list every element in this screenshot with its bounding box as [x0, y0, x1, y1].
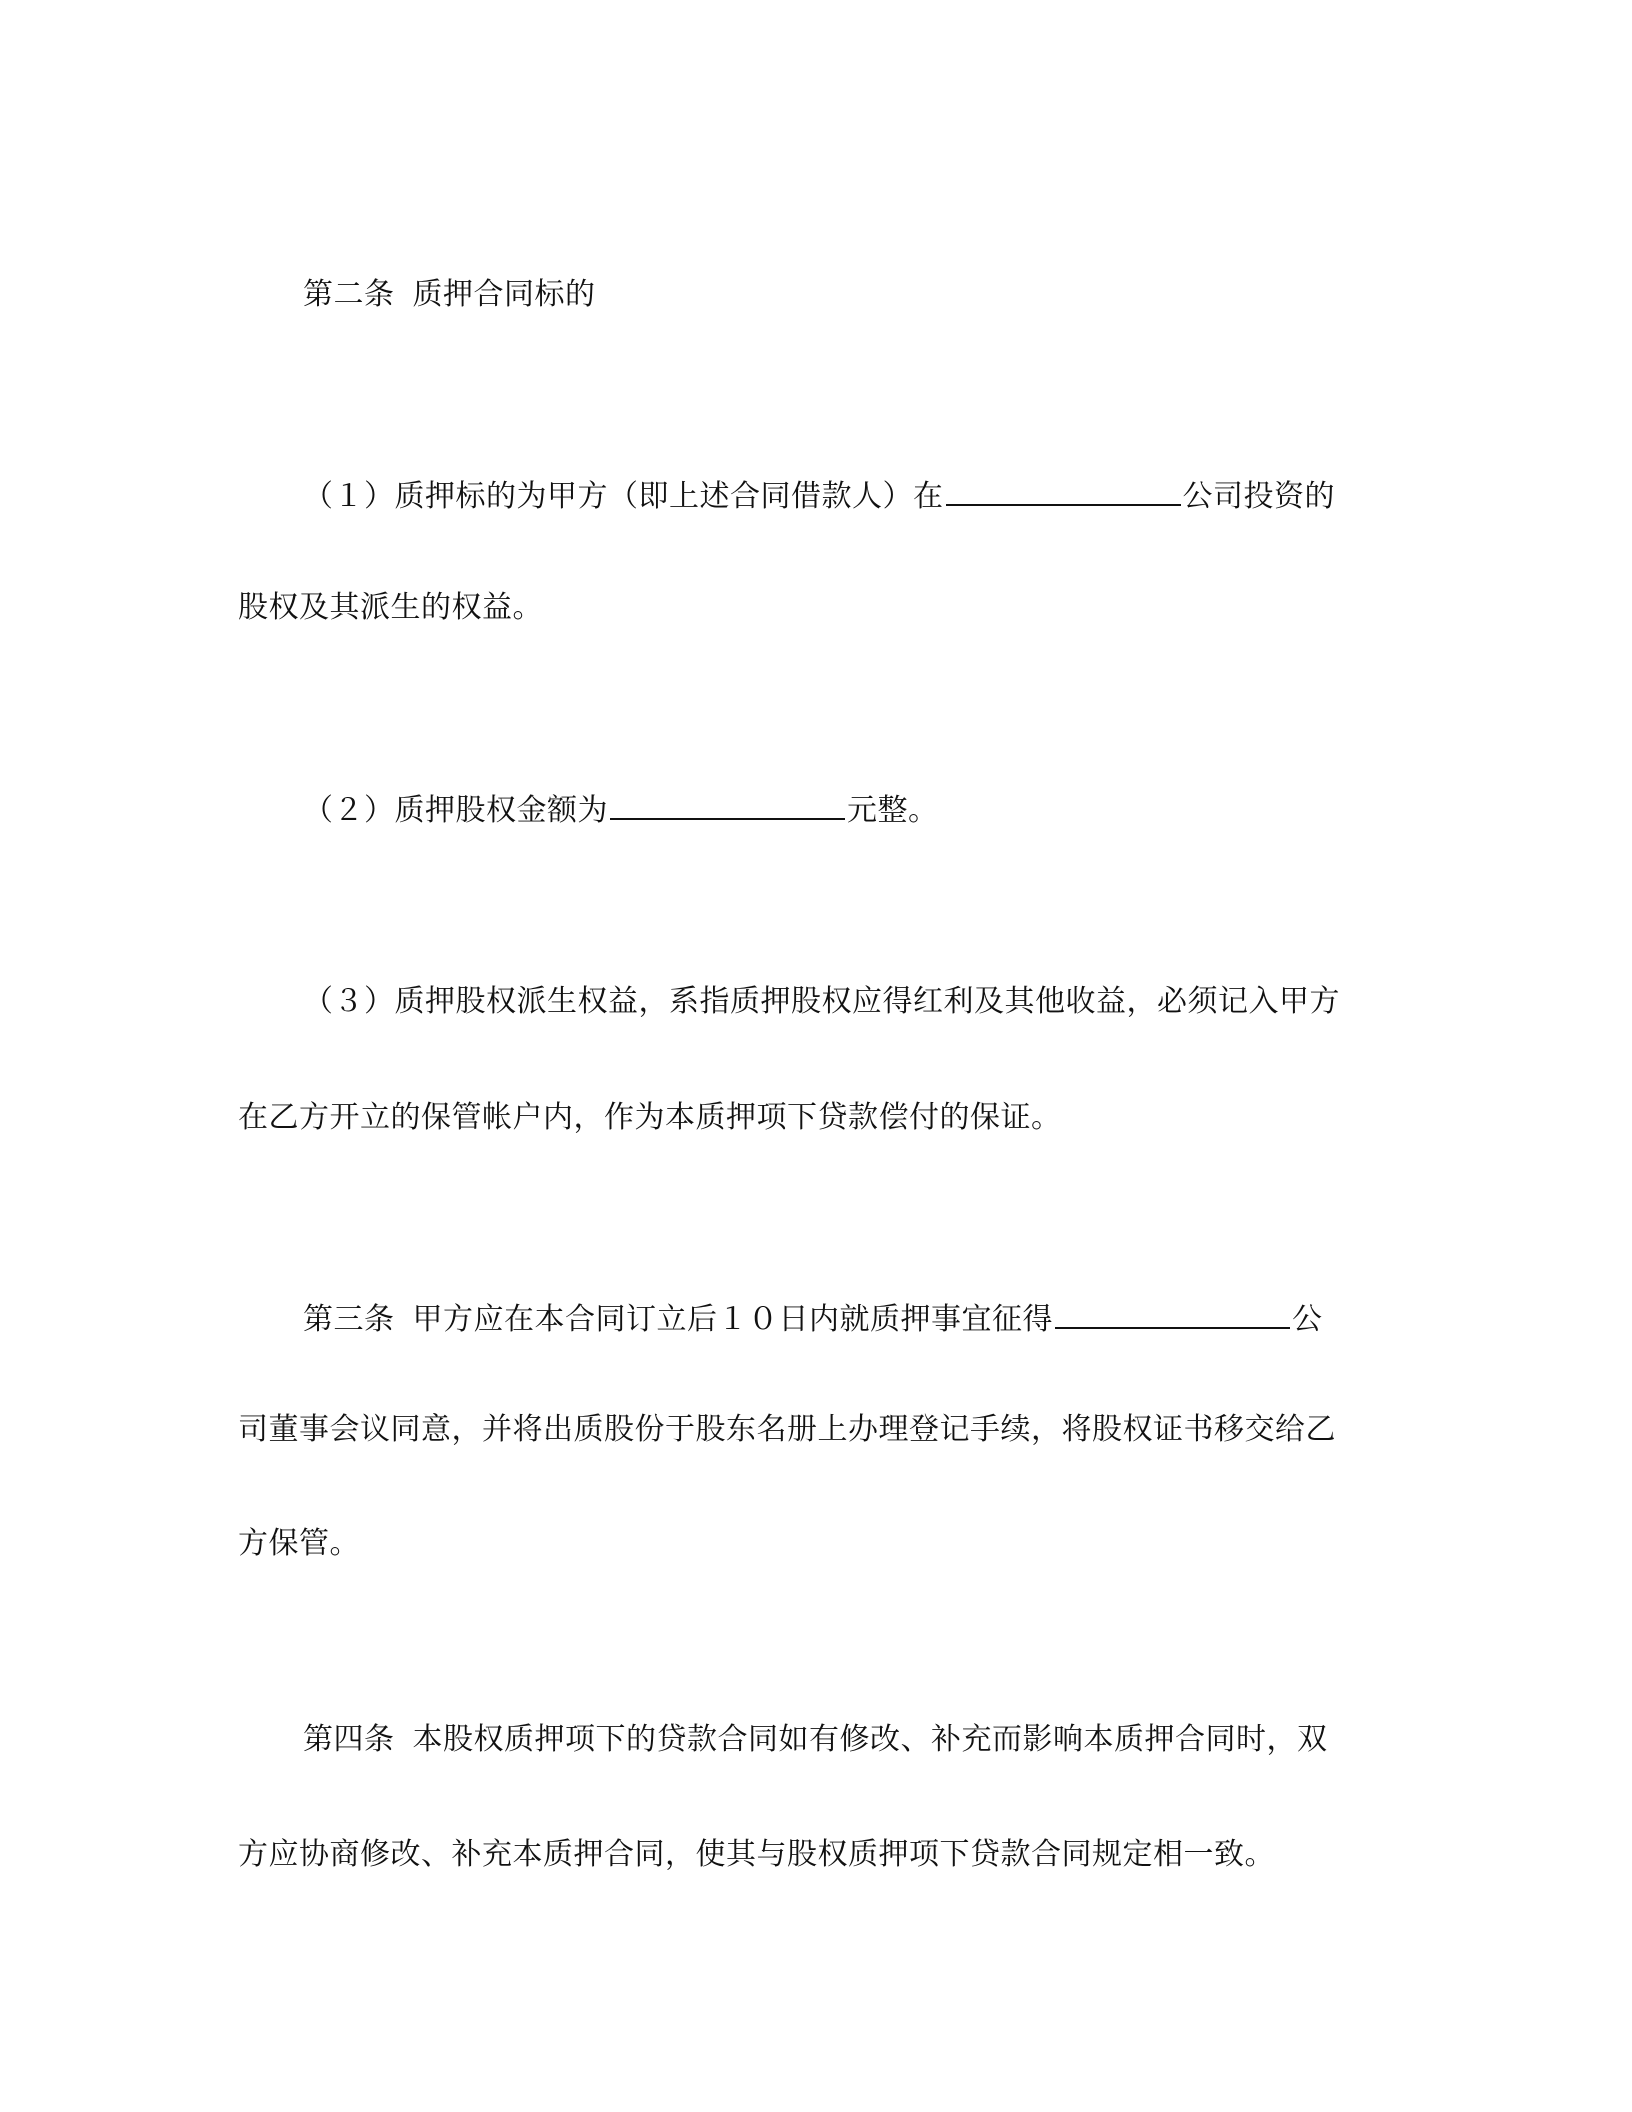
item-3-line-1: （３）质押股权派生权益，系指质押股权应得红利及其他收益，必须记入甲方: [303, 984, 1340, 1019]
article-number: 第四条: [303, 1722, 395, 1757]
article-2-heading: [303, 275, 596, 315]
company-consent-blank[interactable]: [1055, 1295, 1290, 1329]
article-number: 第三条: [303, 1302, 395, 1337]
article-3-line-3: 方保管。: [238, 1526, 360, 1561]
item-3-line-2: 在乙方开立的保管帐户内，作为本质押项下贷款偿付的保证。: [238, 1100, 1062, 1135]
item-2-prefix: （２）质押股权金额为: [303, 793, 608, 828]
article-3-suffix: 公: [1292, 1302, 1323, 1337]
item-1-prefix: （１）质押标的为甲方（即上述合同借款人）在: [303, 479, 944, 514]
company-name-blank[interactable]: [946, 472, 1181, 506]
article-number: 第二条: [303, 277, 395, 312]
item-2-suffix: 元整。: [847, 793, 939, 828]
article-title: 质押合同标的: [412, 277, 596, 312]
item-1-line-1: [303, 472, 1335, 517]
item-2-line: [303, 786, 939, 831]
article-4-text: 本股权质押项下的贷款合同如有修改、补充而影响本质押合同时，双: [412, 1722, 1328, 1757]
item-1-line-2: 股权及其派生的权益。: [238, 590, 543, 625]
article-3-line-2: 司董事会议同意，并将出质股份于股东名册上办理登记手续，将股权证书移交给乙: [238, 1412, 1336, 1447]
amount-blank[interactable]: [610, 786, 845, 820]
item-1-suffix: 公司投资的: [1182, 479, 1335, 514]
article-3-line-1: [303, 1295, 1323, 1340]
article-3-prefix: 甲方应在本合同订立后１０日内就质押事宜征得: [412, 1302, 1053, 1337]
article-4-line-2: 方应协商修改、补充本质押合同，使其与股权质押项下贷款合同规定相一致。: [238, 1837, 1275, 1872]
article-4-line-1: [303, 1720, 1328, 1760]
